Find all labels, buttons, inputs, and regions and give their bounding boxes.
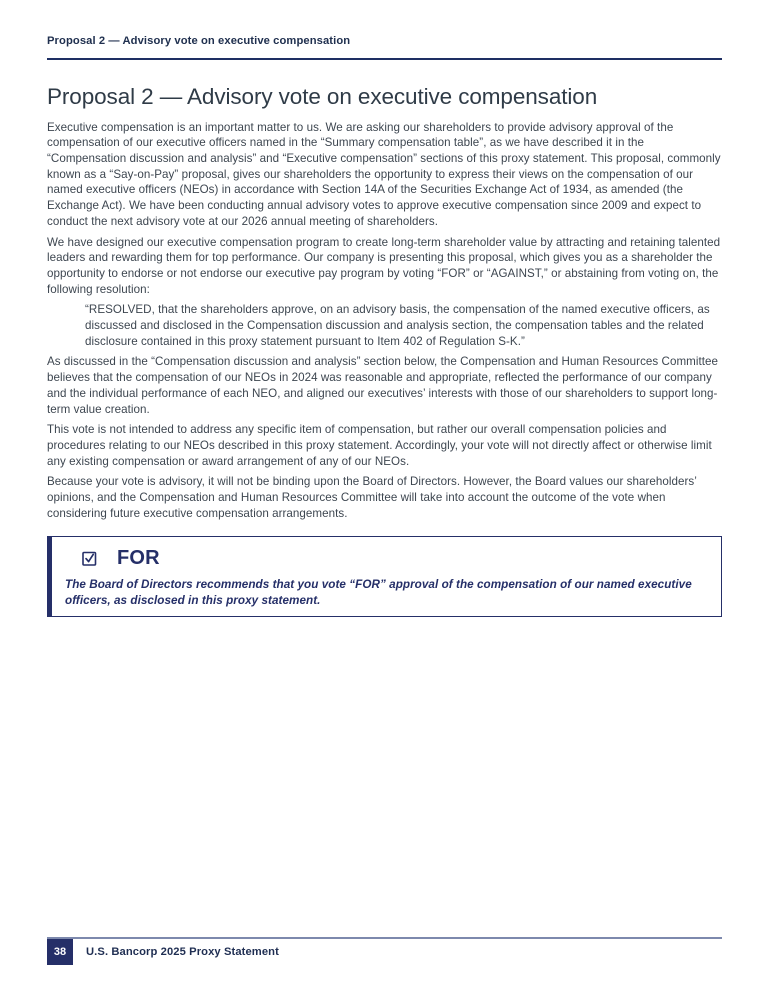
paragraph-committee-view: As discussed in the “Compensation discussion and analysis” section below, the Compensation and Human Resources Committee believes that the compensation of our NEOs in 2024 was reasonable and appropriate, reflected the performance of our company and the individual performance of each NEO, and aligned our executives’ interests with those of our shareholders to support long-term value creation. xyxy=(47,355,719,416)
page-footer xyxy=(47,937,722,965)
page-number-badge: 38 xyxy=(47,939,73,965)
header-rule xyxy=(47,58,722,60)
recommendation-text: The Board of Directors recommends that you vote “FOR” approval of the compensation of our named executive officers, as disclosed in this proxy statement. xyxy=(65,578,692,608)
resolution-quote: “RESOLVED, that the shareholders approve, on an advisory basis, the compensation of the named executive officers, as discussed and disclosed in the Compensation discussion and analysis section, the compensation tables and the related disclosure contained in this proxy statement pursuant to Item 402 of Regulation S-K.” xyxy=(85,303,710,348)
paragraph-vote-scope: This vote is not intended to address any specific item of compensation, but rather our overall compensation policies and procedures relating to our NEOs described in this proxy statement. Accordingly, your vote will not directly affect or otherwise limit any existing compensation or award arrangement of any of our NEOs. xyxy=(47,423,712,468)
paragraph-intro: Executive compensation is an important matter to us. We are asking our shareholders to provide advisory approval of the compensation of our executive officers named in the “Summary compensation table”, as we have described it in the “Compensation discussion and analysis” and “Executive compensation” sections of this proxy statement. This proposal, commonly known as a “Say-on-Pay” proposal, gives our shareholders the opportunity to express their views on the compensation of our named executive officers (NEOs) in accordance with Section 14A of the Securities Exchange Act of 1934, as amended (the Exchange Act). We have been conducting annual advisory votes to approve executive compensation since 2009 and expect to conduct the next advisory vote at our 2026 annual meeting of shareholders. xyxy=(47,120,721,228)
vote-for-label: FOR xyxy=(117,546,160,569)
page-title: Proposal 2 — Advisory vote on executive compensation xyxy=(47,83,598,109)
paragraph-advisory-nature: Because your vote is advisory, it will not be binding upon the Board of Directors. However, the Board values our shareholders’ opinions, and the Compensation and Human Resources Committee will take into account the outcome of the vote when considering future executive compensation arrangements. xyxy=(47,475,697,520)
running-header: Proposal 2 — Advisory vote on executive compensation xyxy=(47,35,351,47)
checked-ballot-box-icon xyxy=(82,551,97,566)
document-title: U.S. Bancorp 2025 Proxy Statement xyxy=(86,946,279,958)
recommendation-box xyxy=(47,536,722,617)
paragraph-program-design: We have designed our executive compensation program to create long-term shareholder value by attracting and retaining talented leaders and rewarding them for top performance. Our company is presenting this proposal, which gives you as a shareholder the opportunity to endorse or not endorse our executive pay program by voting “FOR” or “AGAINST,” or abstaining from voting on, the following resolution: xyxy=(47,235,721,296)
recommendation-header xyxy=(82,547,703,569)
footer-row xyxy=(47,939,722,965)
